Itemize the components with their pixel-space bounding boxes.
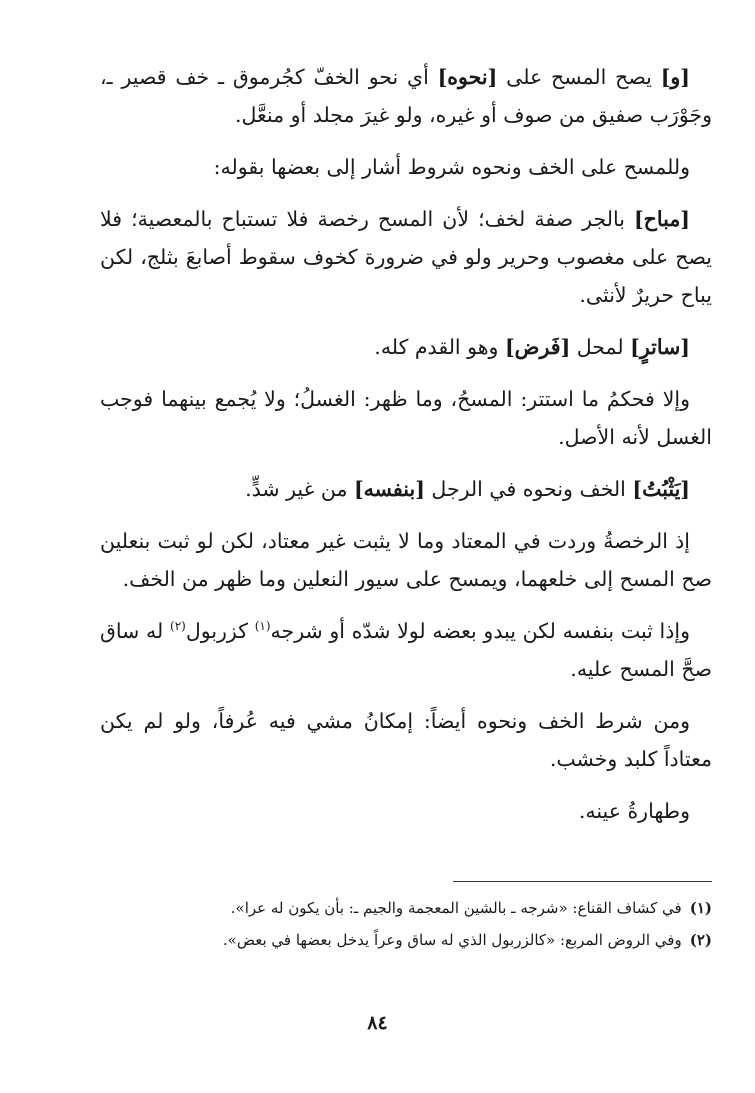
page-number: ٨٤ (367, 1012, 388, 1034)
bracketed-term: [بنفسه] (353, 477, 425, 501)
footnote-2-text: وفي الروض المربع: «كالزربول الذي له ساق وعراً يدخل بعضها في بعض». (222, 931, 682, 949)
footnote-2 (100, 927, 712, 953)
paragraph (100, 522, 712, 598)
text-run: يصح المسح على (497, 65, 661, 89)
text-run: بالجر صفة لخف؛ لأن المسح رخصة فلا تستباح بالمعصية؛ فلا يصح على مغصوب وحرير ولو في ضرورة كخوف سقوط أصابعَ بثلج، لكن يباح حريرٌ لأنثى. (100, 207, 712, 307)
text-run: وهو القدم كله. (374, 335, 505, 359)
text-run: وإلا فحكمُ ما استتر: المسحُ، وما ظهر: الغسلُ؛ ولا يُجمع بينهما فوجب الغسل لأنه الأصل. (100, 387, 712, 449)
footnote-1-number: (١) (689, 899, 712, 917)
text-run: وللمسح على الخف ونحوه شروط أشار إلى بعضها بقوله: (213, 155, 690, 179)
text-run: لمحل (570, 335, 631, 359)
paragraph (100, 612, 712, 688)
footnote-1 (100, 895, 712, 921)
bracketed-term: [ساترٍ] (630, 335, 690, 359)
main-text (100, 58, 712, 844)
paragraph (100, 792, 712, 830)
footnote-ref: (١) (254, 619, 271, 634)
text-run: وطهارةُ عينه. (578, 799, 690, 823)
paragraph (100, 58, 712, 134)
paragraph (100, 380, 712, 456)
text-run: له ساق صحَّ المسح عليه. (100, 619, 712, 681)
footnote-2-number: (٢) (689, 931, 712, 949)
text-run: كزربول (185, 619, 255, 643)
text-run: من غير شدٍّ. (245, 477, 354, 501)
paragraph (100, 200, 712, 314)
footnote-1-text: في كشاف القناع: «شرجه ـ بالشين المعجمة والجيم ـ: بأن يكون له عرا». (230, 899, 682, 917)
paragraph (100, 702, 712, 778)
footnotes (100, 895, 712, 959)
text-run: وإذا ثبت بنفسه لكن يبدو بعضه لولا شدّه أو شرجه (270, 619, 690, 643)
paragraph (100, 328, 712, 366)
text-run: إذ الرخصةُ وردت في المعتاد وما لا يثبت غير معتاد، لكن لو ثبت بنعلين صح المسح إلى خلعهما، ويمسح على سيور النعلين وما ظهر من الخف. (100, 529, 712, 591)
paragraph (100, 470, 712, 508)
paragraph (100, 148, 712, 186)
text-run: أي نحو الخفّ كجُرموق ـ خف قصير ـ، وجَوْرَب صفيق من صوف أو غيره، ولو غيرَ مجلد أو منعَّل. (100, 65, 712, 127)
bracketed-term: [فَرض] (504, 335, 571, 359)
footnote-ref: (٢) (170, 619, 186, 634)
text-run: ومن شرط الخف ونحوه أيضاً: إمكانُ مشي فيه عُرفاً، ولو لم يكن معتاداً كلبد وخشب. (100, 709, 712, 771)
text-run: الخف ونحوه في الرجل (424, 477, 633, 501)
bracketed-term: [يَثْبُتُ] (632, 477, 690, 501)
bracketed-term: [مباح] (633, 207, 690, 231)
bracketed-term: [و] (660, 65, 691, 89)
footnote-divider (453, 881, 712, 882)
bracketed-term: [نحوه] (437, 65, 498, 89)
